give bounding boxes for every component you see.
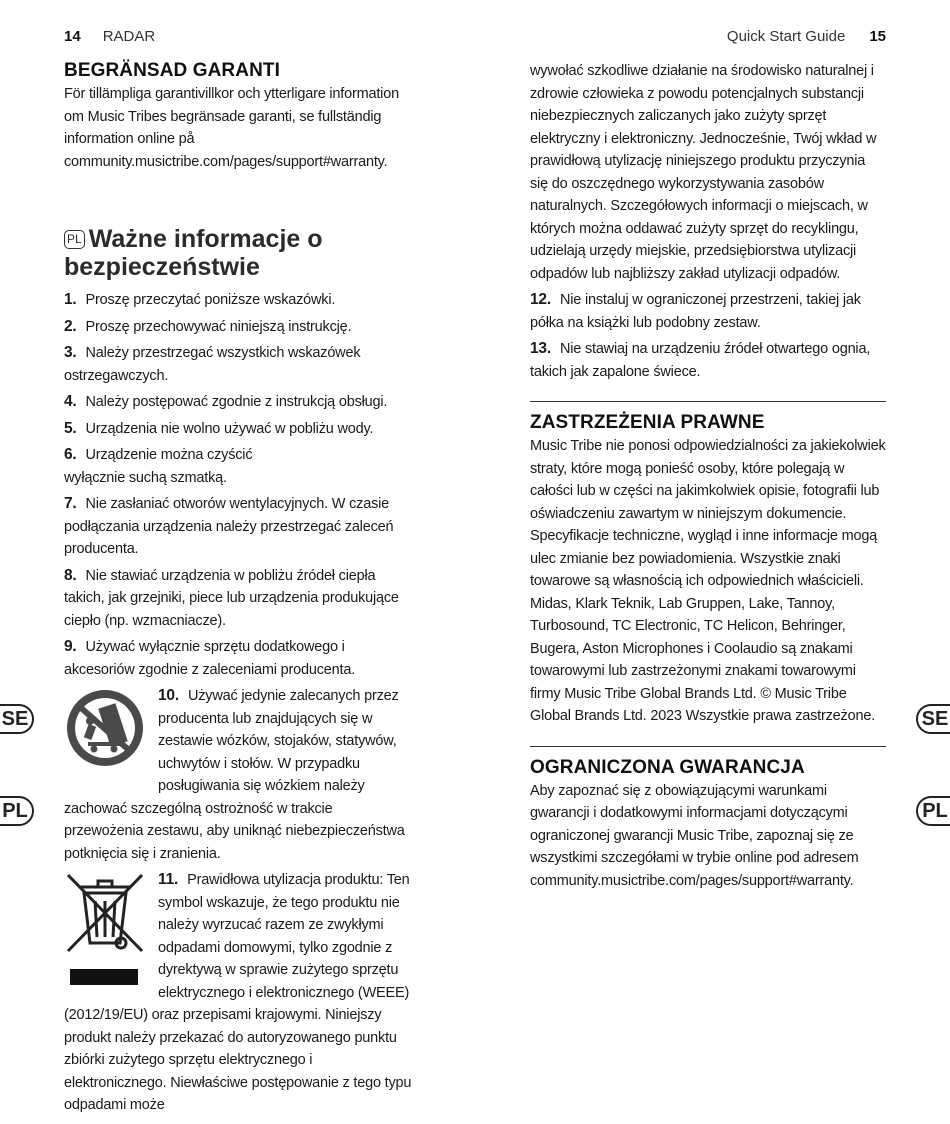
language-badge: PL xyxy=(64,230,85,249)
list-item: 13. Nie stawiaj na urządzeniu źródeł otwartego ognia, takich jak zapalone świece. xyxy=(530,340,871,380)
side-tab-se-right: SE xyxy=(916,704,950,734)
legal-heading: ZASTRZEŻENIA PRAWNE xyxy=(530,412,765,433)
page-number-right: 15 xyxy=(869,28,886,45)
legal-text: Music Tribe nie ponosi odpowiedzialności za jakiekolwiek straty, które mogą ponieść osoby, które polegają w całości lub w części na jakimkolwiek opisie, fotografii lub oświadczeniu zawartym w niniejszym dokumencie. Specyfikacje techniczne, wygląd i inne informacje mogą ulec zmianie bez powiadomienia. Wszystkie znaki towarowe są własnością ich odpowiednich właścicieli. Midas, Klark Teknik, Lab Gruppen, Lake, Tannoy, Turbosound, TC Electronic, TC Helicon, Behringer, Bugera, Aston Microphones i Coolaudio są znakami towarowymi lub zastrzeżonymi znakami towarowymi firmy Music Tribe Global Brands Ltd. © Music Tribe Global Brands Ltd. 2023 Wszystkie prawa zastrzeżone. xyxy=(530,438,886,724)
disposal-continuation: wywołać szkodliwe działanie na środowisko naturalnej i zdrowie człowieka z powodu potencjalnych substancji niebezpiecznych zaliczanych jako zużyty sprzęt elektryczny i elektroniczny. Jednocześnie, Twój wkład w prawidłową utylizację niniejszego produktu przyczynia się do oszczędnego wykorzystywania zasobów naturalnych. Szczegółowych informacji o miejscach, w których można oddawać zużyty sprzęt do recyklingu, udzielają urzędy miejskie, przedsiębiorstwa utylizacji odpadów lub najbliższy zakład utylizacji odpadów. xyxy=(530,63,877,282)
safety-list xyxy=(64,289,414,1117)
safety-list-continued xyxy=(530,289,886,383)
list-item: 10. Używać jedynie zalecanych przez producenta lub znajdujących się w zestawie wózków, stojaków, statywów, uchwytów i stołów. W przypadku posługiwania się wózkiem należy zachować szczególną ostrożność w trakcie przewożenia zestawu, aby uniknąć niebezpieczeństwa potknięcia się i zranienia. xyxy=(64,687,405,862)
right-column xyxy=(530,60,886,892)
list-item: 11. Prawidłowa utylizacja produktu: Ten symbol wskazuje, że tego produktu nie należy wyrzucać razem ze zwykłymi odpadami domowymi, tylko zgodnie z dyrektywą w sprawie zużytego sprzętu elektrycznego i elektronicznego (WEEE) (2012/19/EU) oraz przepisami krajowymi. Niniejszy produkt należy przekazać do autoryzowanego punktu zbiórki zużytego sprzętu elektrycznego i elektronicznego. Niewłaściwe postępowanie z tego typu odpadami może xyxy=(64,871,412,1113)
warranty-pl-heading: OGRANICZONA GWARANCJA xyxy=(530,756,805,778)
page-header-left xyxy=(64,28,155,45)
list-item: 4. Należy postępować zgodnie z instrukcją obsługi. xyxy=(64,393,388,410)
section-divider xyxy=(530,746,886,747)
warranty-se-section xyxy=(64,60,414,173)
left-column xyxy=(64,60,414,1121)
section-divider xyxy=(530,401,886,402)
warranty-pl-section xyxy=(530,757,886,893)
list-item: 12. Nie instaluj w ograniczonej przestrzeni, takiej jak półka na książki lub podobny zestaw. xyxy=(530,291,861,331)
side-tab-pl-right: PL xyxy=(916,796,950,826)
warranty-se-heading: BEGRÄNSAD GARANTI xyxy=(64,60,280,81)
page-number-left: 14 xyxy=(64,28,81,45)
product-title: RADAR xyxy=(102,28,156,45)
guide-title: Quick Start Guide xyxy=(726,28,846,45)
list-item: 9. Używać wyłącznie sprzętu dodatkowego i akcesoriów zgodnie z zaleceniami producenta. xyxy=(64,638,356,678)
warranty-pl-text: Aby zapoznać się z obowiązującymi warunkami gwarancji i dodatkowymi informacjami dotyczącymi ograniczonej gwarancji Music Tribe, zapoznaj się ze wszystkimi szczegółami w trybie online pod adresem community.musictribe.com/pages/support#warranty. xyxy=(530,782,859,889)
side-tab-pl-left: PL xyxy=(0,796,34,826)
list-item: 3. Należy przestrzegać wszystkich wskazówek ostrzegawczych. xyxy=(64,344,361,384)
page-header-right xyxy=(727,28,886,45)
list-item: 5. Urządzenia nie wolno używać w pobliżu wody. xyxy=(64,419,374,437)
cart-warning-icon xyxy=(64,687,146,777)
weee-crossed-bin-icon xyxy=(64,871,146,997)
list-item: 8. Nie stawiać urządzenia w pobliżu źródeł ciepła takich, jak grzejniki, piece lub urządzenia produkujące ciepło (np. wzmacniacze). xyxy=(64,566,399,629)
legal-section xyxy=(530,412,886,728)
list-item: 6. Urządzenie można czyścić wyłącznie suchą szmatką. xyxy=(64,446,253,486)
list-item: 2. Proszę przechowywać niniejszą instrukcję. xyxy=(64,317,352,335)
list-item: 1. Proszę przeczytać poniższe wskazówki. xyxy=(64,291,336,308)
warranty-se-text: För tillämpliga garantivillkor och ytterligare information om Music Tribes begränsade garanti, se fullständig information online på community.musictribe.com/pages/support#warranty. xyxy=(64,86,399,170)
safety-heading xyxy=(64,225,414,281)
side-tab-se-left: SE xyxy=(0,704,34,734)
safety-heading-text: Ważne informacje o bezpieczeństwie xyxy=(64,225,323,281)
list-item: 7. Nie zasłaniać otworów wentylacyjnych. W czasie podłączania urządzenia należy przestrzegać zaleceń producenta. xyxy=(64,495,394,557)
